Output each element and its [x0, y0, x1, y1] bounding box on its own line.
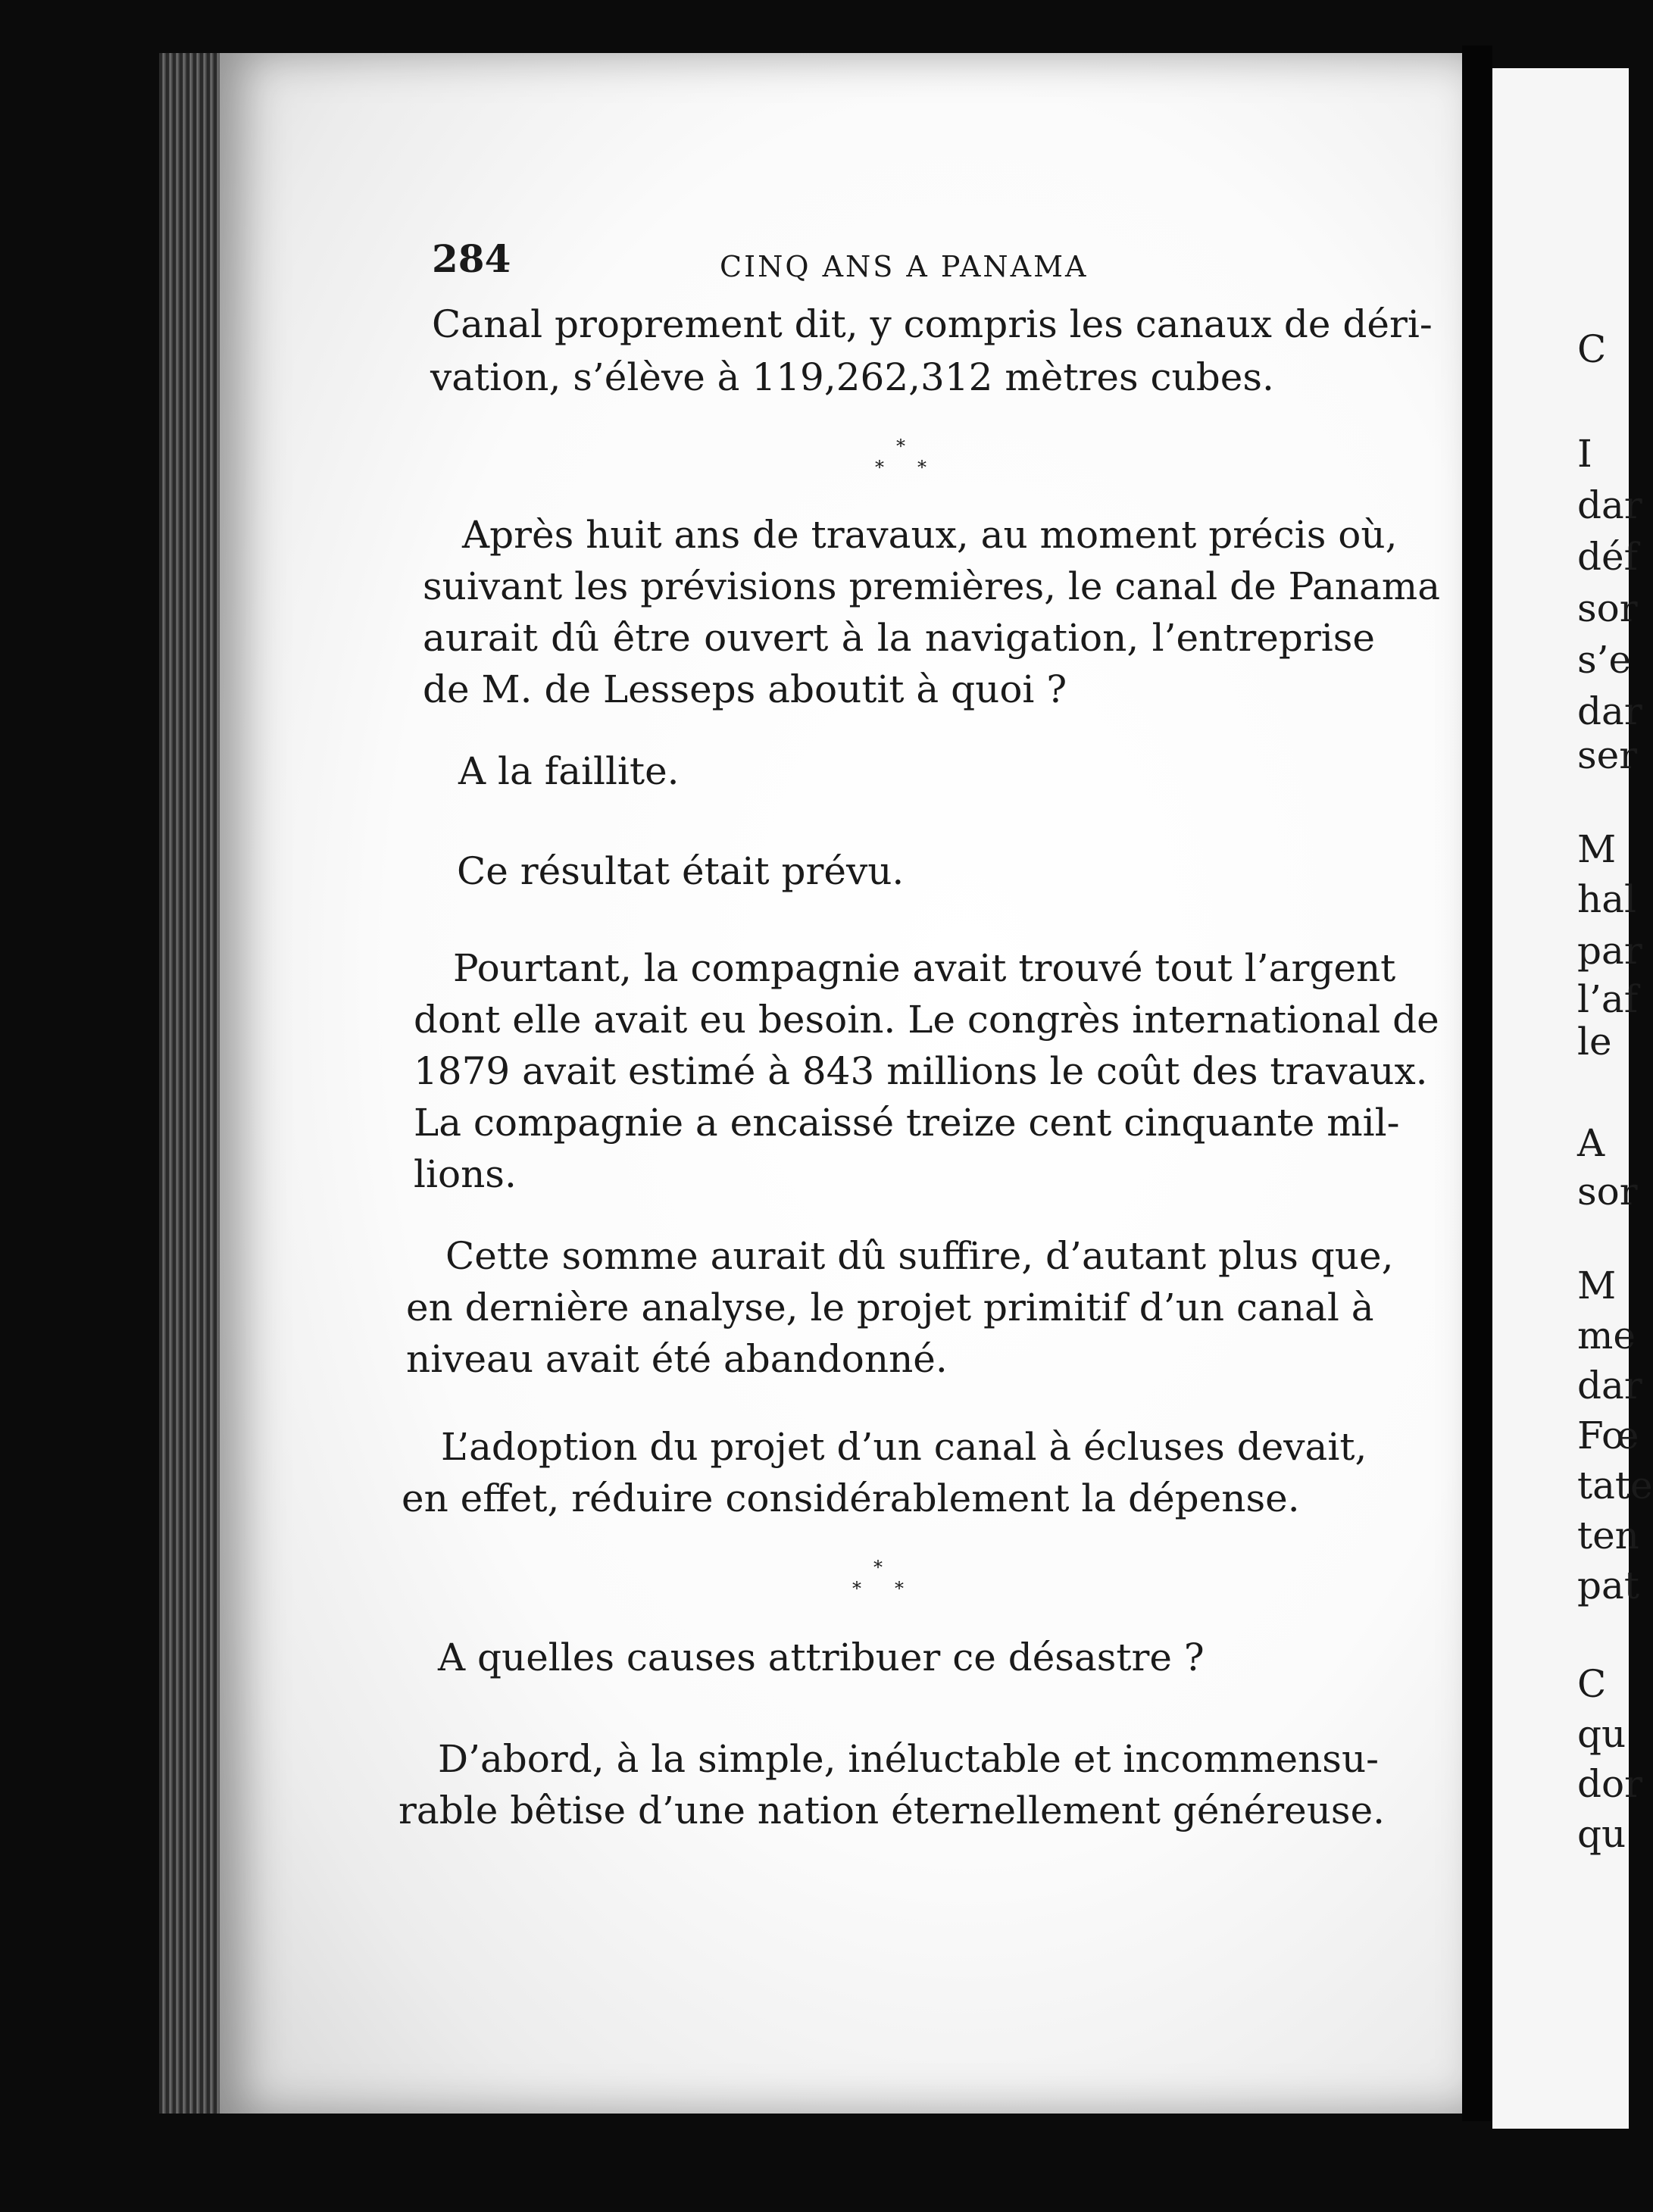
facing-page-fragment: sor	[1577, 1170, 1638, 1214]
facing-page-fragment: M	[1577, 1264, 1617, 1308]
facing-page-fragment: ten	[1577, 1514, 1639, 1557]
asterism-divider	[845, 1557, 920, 1610]
facing-page-fragment: dar	[1577, 483, 1642, 527]
text-line: 1879 avait estimé à 843 millions le coût des travaux.	[414, 1049, 1428, 1093]
facing-page-fragment: tate	[1577, 1464, 1653, 1507]
text-line: rable bêtise d’une nation éternellement généreuse.	[398, 1789, 1386, 1832]
text-line: La compagnie a encaissé treize cent cinquante mil-	[414, 1101, 1400, 1145]
facing-page-fragment: déf	[1577, 535, 1639, 579]
text-line: Canal proprement dit, y compris les canaux de déri-	[432, 302, 1433, 346]
book-gutter	[1462, 45, 1492, 2121]
facing-page-fragment: dar	[1577, 1364, 1642, 1407]
facing-page-fragment: A	[1577, 1121, 1605, 1165]
asterism-divider	[867, 436, 943, 489]
facing-page-fragment: Fœ	[1577, 1414, 1639, 1457]
asterism-star: *	[917, 457, 926, 478]
facing-page-fragment: me	[1577, 1314, 1636, 1358]
text-line: vation, s’élève à 119,262,312 mètres cubes.	[430, 355, 1274, 399]
running-head: CINQ ANS A PANAMA	[720, 250, 1089, 283]
facing-page-fragment: qu	[1577, 1812, 1626, 1856]
text-line: niveau avait été abandonné.	[406, 1337, 948, 1381]
facing-page-fragment: hal	[1577, 877, 1637, 921]
text-line: en dernière analyse, le projet primitif d’un canal à	[406, 1286, 1374, 1329]
text-line: Pourtant, la compagnie avait trouvé tout l’argent	[453, 946, 1396, 990]
facing-page-fragment: dor	[1577, 1762, 1643, 1806]
text-line: Après huit ans de travaux, au moment précis où,	[462, 513, 1398, 557]
text-line: A quelles causes attribuer ce désastre ?	[438, 1636, 1205, 1679]
facing-page-fragment: qu	[1577, 1712, 1626, 1756]
facing-page-fragment: dar	[1577, 689, 1642, 733]
asterism-star: *	[875, 457, 884, 478]
facing-page-fragment: pat	[1577, 1564, 1639, 1607]
text-line: aurait dû être ouvert à la navigation, l’entreprise	[423, 616, 1375, 660]
facing-page-fragment: C	[1577, 327, 1607, 371]
page-stack-edges	[159, 53, 227, 2114]
text-line: suivant les prévisions premières, le canal de Panama	[423, 564, 1441, 608]
asterism-star: *	[895, 1578, 904, 1599]
text-line: de M. de Lesseps aboutit à quoi ?	[423, 667, 1067, 711]
text-line: dont elle avait eu besoin. Le congrès international de	[414, 998, 1439, 1042]
asterism-star: *	[873, 1557, 883, 1578]
text-line: L’adoption du projet d’un canal à écluses devait,	[441, 1425, 1367, 1469]
facing-page-fragment: par	[1577, 929, 1642, 973]
text-line: A la faillite.	[458, 749, 680, 793]
facing-page-fragment: l’af	[1577, 977, 1639, 1021]
asterism-star: *	[896, 436, 905, 457]
facing-page-fragment: sor	[1577, 586, 1638, 630]
page-number: 284	[432, 236, 511, 281]
facing-page-fragment: M	[1577, 827, 1617, 871]
facing-page-fragment: I	[1577, 432, 1592, 476]
facing-page-fragment: s’e	[1577, 638, 1632, 682]
text-line: Ce résultat était prévu.	[457, 849, 905, 893]
text-line: D’abord, à la simple, inéluctable et incommensu-	[438, 1737, 1380, 1781]
text-line: en effet, réduire considérablement la dépense.	[402, 1476, 1300, 1520]
facing-page-fragment: ser	[1577, 733, 1638, 777]
text-line: Cette somme aurait dû suffire, d’autant plus que,	[445, 1234, 1394, 1278]
asterism-star: *	[852, 1578, 861, 1599]
facing-page-fragment: C	[1577, 1662, 1607, 1706]
facing-page-fragment: le	[1577, 1020, 1612, 1064]
text-line: lions.	[414, 1152, 517, 1196]
